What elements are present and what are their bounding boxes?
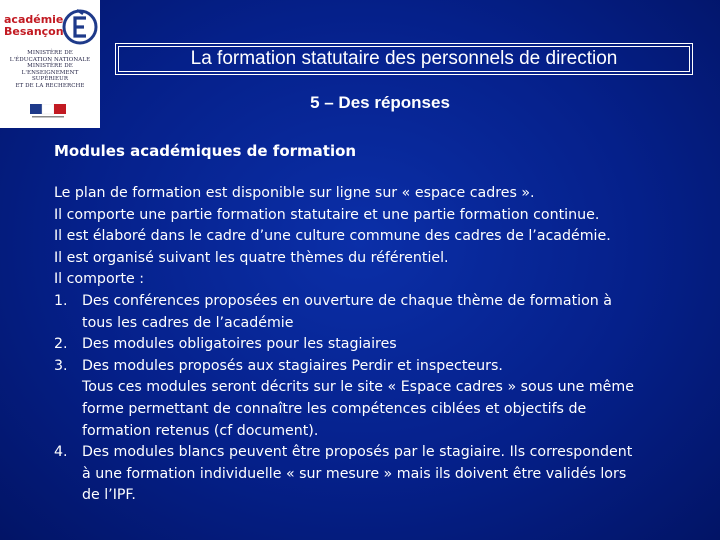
page-title: La formation statutaire des personnels de direction xyxy=(190,48,618,69)
ministry-line: MINISTÈRE DE xyxy=(27,50,73,56)
ministry-line: MINISTÈRE DE xyxy=(27,63,73,69)
logo-academie-text: académie xyxy=(4,13,64,26)
title-banner xyxy=(115,43,693,75)
paragraph: Le plan de formation est disponible sur ligne sur « espace cadres ». xyxy=(54,185,535,201)
logo-besancon-text: Besançon xyxy=(4,25,64,38)
paragraph: Il comporte : xyxy=(54,271,145,288)
academie-e-emblem-icon xyxy=(62,6,98,46)
list-item xyxy=(54,334,714,356)
academie-besancon-wordmark xyxy=(4,4,96,48)
list-item xyxy=(54,356,714,442)
list-item-text: à une formation individuelle « sur mesure » mais ils doivent être validés lors xyxy=(82,465,627,482)
section-heading: Modules académiques de formation xyxy=(54,142,357,160)
list-item-text: de l’IPF. xyxy=(82,487,136,504)
list-item xyxy=(54,291,714,334)
list-number: 4. xyxy=(54,444,68,461)
list-item-text: forme permettant de connaître les compétences ciblées et objectifs de xyxy=(82,400,587,417)
list-item-text: Des conférences proposées en ouverture de chaque thème de formation à xyxy=(82,292,612,309)
ministry-line: ET DE LA RECHERCHE xyxy=(15,82,85,89)
list-item xyxy=(54,442,714,507)
paragraph: Il est élaboré dans le cadre d’une culture commune des cadres de l’académie. xyxy=(54,228,611,245)
list-item-text: Tous ces modules seront décrits sur le site « Espace cadres » sous une même xyxy=(82,379,634,396)
list-item-text: Des modules proposés aux stagiaires Perdir et inspecteurs. xyxy=(82,357,503,374)
list-item-text: Des modules blancs peuvent être proposés par le stagiaire. Ils correspondent xyxy=(82,444,633,461)
list-number: 3. xyxy=(54,357,68,374)
list-number: 1. xyxy=(54,292,68,309)
ministry-line: L'ÉDUCATION NATIONALE xyxy=(9,56,91,63)
list-item-text: formation retenus (cf document). xyxy=(82,422,319,439)
ministry-text xyxy=(4,50,96,89)
page-subtitle: 5 – Des réponses xyxy=(310,93,450,112)
list-item-text: Des modules obligatoires pour les stagiaires xyxy=(82,336,397,353)
list-number: 2. xyxy=(54,336,68,353)
paragraph: Il est organisé suivant les quatre thèmes du référentiel. xyxy=(54,249,449,266)
body-text xyxy=(54,183,714,507)
ministry-line: L'ENSEIGNEMENT SUPÉRIEUR xyxy=(21,69,79,82)
paragraph: Il comporte une partie formation statutaire et une partie formation continue. xyxy=(54,206,600,223)
list-item-text: tous les cadres de l’académie xyxy=(82,314,294,331)
